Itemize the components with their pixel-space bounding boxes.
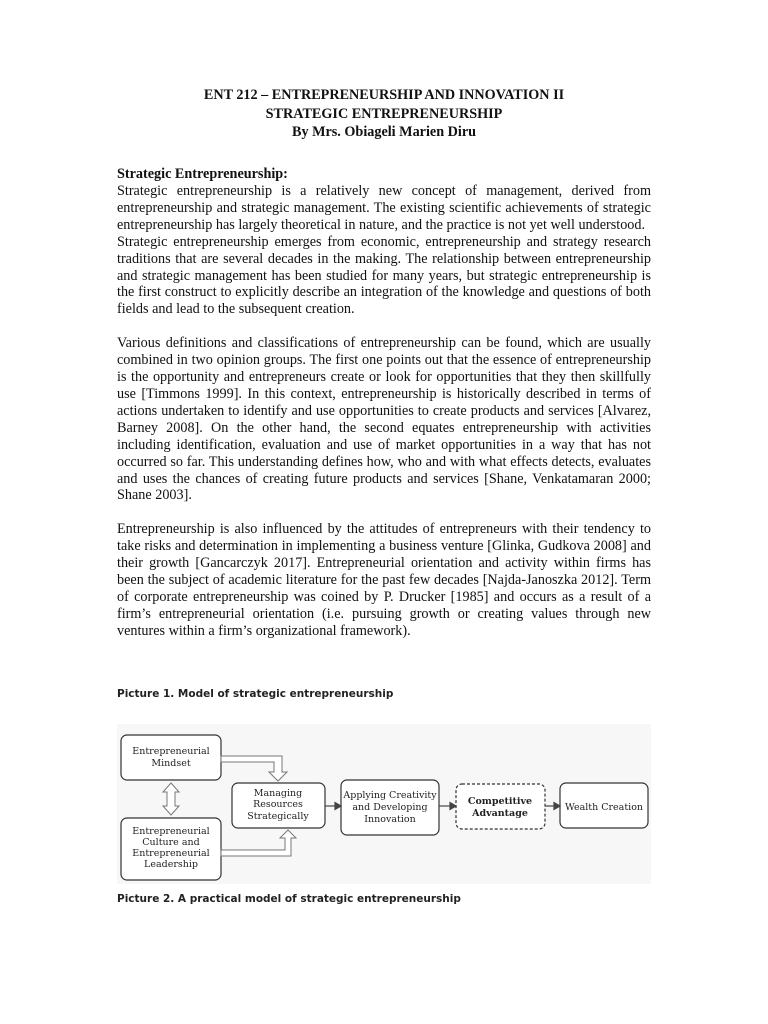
document-body (117, 166, 651, 640)
picture-1-caption: Picture 1. Model of strategic entrepreneurship (117, 688, 394, 700)
competitive-label-2: Advantage (472, 808, 528, 819)
wealth-label: Wealth Creation (564, 802, 644, 813)
course-title: ENT 212 – ENTREPRENEURSHIP AND INNOVATION II (203, 87, 565, 103)
diagram-canvas (117, 724, 651, 884)
section-heading: Strategic Entrepreneurship: (117, 166, 288, 182)
culture-label-4: Leadership (144, 859, 198, 870)
mindset-label-2: Mindset (151, 758, 191, 769)
picture-2-caption: Picture 2. A practical model of strategic entrepreneurship (117, 893, 461, 905)
topic-title: STRATEGIC ENTREPRENEURSHIP (265, 105, 503, 122)
paragraph-4: Entrepreneurship is also influenced by the attitudes of entrepreneurs with their tendency to take risks and determination in implementing a business venture [Glinka, Gudkova 2008] and their growth [Gancarczyk 2017]. Entrepreneurial orientation and activity within firms has been the subject of academic literature for the past few decades [Najda-Janoszka 2012]. Term of corporate entrepreneurship was coined by P. Drucker [1985] and occurs as a result of a firm’s entrepreneurial orientation (i.e. pursuing growth or creating values through new ventures within a firm’s organizational framework). (117, 521, 651, 639)
culture-label-1: Entrepreneurial (132, 826, 210, 837)
document-header (0, 86, 768, 142)
applying-label-2: and Developing (352, 802, 428, 813)
managing-label-3: Strategically (247, 811, 309, 822)
author-line: By Mrs. Obiageli Marien Diru (291, 124, 477, 140)
applying-label-1: Applying Creativity (343, 790, 437, 801)
mindset-label-1: Entrepreneurial (132, 746, 210, 757)
paragraph-1: Strategic entrepreneurship is a relatively new concept of management, derived from entrepreneurship and strategic management. The existing scientific achievements of strategic entrepreneurship has largely theoretical in nature, and the practice is not yet well understood. (117, 183, 651, 233)
culture-label-2: Culture and (142, 837, 200, 848)
paragraph-2: Strategic entrepreneurship emerges from economic, entrepreneurship and strategy research traditions that are several decades in the making. The relationship between entrepreneurship and strategic management has been studied for many years, but strategic entrepreneurship is the first construct to explicitly describe an integration of the knowledge and questions of both fields and lead to the subsequent creation. (117, 233, 651, 318)
competitive-label-1: Competitive (467, 796, 533, 807)
managing-label-1: Managing (253, 788, 303, 799)
culture-label-3: Entrepreneurial (132, 848, 210, 859)
strategic-entrepreneurship-diagram (117, 724, 651, 884)
applying-label-3: Innovation (364, 814, 416, 825)
managing-label-2: Resources (253, 799, 303, 810)
paragraph-3: Various definitions and classifications of entrepreneurship can be found, which are usually combined in two opinion groups. The first one points out that the essence of entrepreneurship is the opportunity and entrepreneurs create or look for opportunities that they then skillfully use [Timmons 1999]. In this context, entrepreneurship is historically described in terms of actions undertaken to identify and use opportunities to create products and services [Alvarez, Barney 2008]. On the other hand, the second equates entrepreneurship with activities including identification, evaluation and use of market opportunities in a way that has not occurred so far. This understanding defines how, who and with what effects detects, evaluates and uses the chances of creating future products and services [Shane, Venkatamaran 2000; Shane 2003]. (117, 335, 651, 504)
